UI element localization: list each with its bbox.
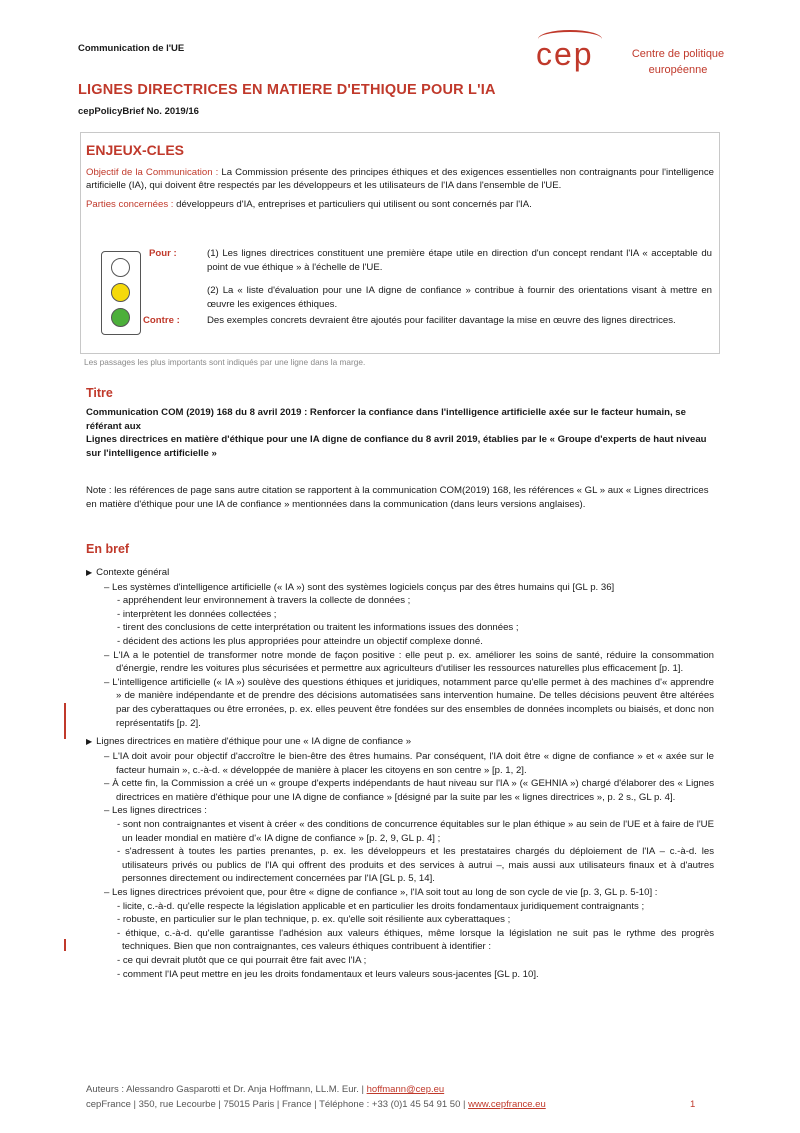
list-subitem: - décident des actions les plus appropriées pour atteindre un objectif complexe donné.	[117, 636, 483, 648]
page-number: 1	[690, 1099, 696, 1110]
en-bref-body	[86, 566, 714, 981]
guidelines-heading-text: Lignes directrices en matière d'éthique pour une « IA digne de confiance »	[96, 736, 412, 748]
header-label: Communication de l'UE	[78, 43, 185, 54]
list-subitem: - s'adressent à toutes les parties prenantes, p. ex. les développeurs et les prestataires chargés du déploiement de l'IA – c.-à-d. les utilisateurs privés ou publics de l'IA qui offrent des produits et des services à autrui –, mais aussi aux utilisateurs finaux et à d'autres personnes directement ou indirectement concernées par l'IA [GL p. 5, 14].	[117, 846, 714, 885]
logo-text: cep	[536, 36, 594, 72]
importance-margin-bar	[64, 703, 66, 739]
contre-label: Contre :	[143, 315, 180, 326]
parties-text: développeurs d'IA, entreprises et particuliers qui utilisent ou sont concernés par l'IA.	[173, 199, 532, 211]
footer-address	[86, 1098, 546, 1111]
list-subitem: - robuste, en particulier sur le plan technique, p. ex. qu'elle soit résiliente aux cyberattaques ;	[117, 914, 511, 926]
triangle-bullet-icon: ▶	[86, 737, 93, 747]
list-subitem: - sont non contraignantes et visent à créer « des conditions de concurrence équitables sur le plan éthique » au sein de l'UE et à faire de l'UE un leader mondial en matière d'« IA digne de confiance » [p. 2, 9, GL p. 4] ;	[117, 818, 714, 844]
guidelines-heading	[86, 735, 714, 749]
logo-org-line1: Centre de politique	[631, 48, 725, 60]
titre-body	[86, 406, 712, 460]
pour-label: Pour :	[149, 248, 177, 259]
triangle-bullet-icon: ▶	[86, 568, 93, 577]
list-item: – Les lignes directrices prévoient que, pour être « digne de confiance », l'IA soit tout au long de son cycle de vie [p. 3, GL p. 5-10] :	[104, 887, 658, 899]
traffic-light-green-lamp	[111, 308, 130, 327]
traffic-light-white-lamp	[111, 258, 130, 277]
objectif-paragraph	[86, 166, 714, 193]
footer-authors	[86, 1083, 444, 1096]
context-heading	[86, 566, 714, 580]
section-heading-en-bref: En bref	[86, 542, 130, 556]
titre-line-1: Communication COM (2019) 168 du 8 avril 2019 : Renforcer la confiance dans l'intelligence artificielle axée sur le facteur humain, se référant aux	[86, 407, 686, 432]
logo-org-name	[624, 47, 732, 79]
list-subitem: - licite, c.-à-d. qu'elle respecte la législation applicable et en particulier les droits fondamentaux juridiquement contraignants ;	[117, 900, 645, 912]
footer-authors-text: Auteurs : Alessandro Gasparotti et Dr. Anja Hoffmann, LL.M. Eur. |	[86, 1084, 367, 1095]
list-subitem: - ce qui devrait plutôt que ce qui pourrait être fait avec l'IA ;	[117, 955, 367, 967]
pour-point-2: (2) La « liste d'évaluation pour une IA digne de confiance » contribue à fournir des orientations visant à mettre en œuvre les exigences éthiques.	[207, 285, 712, 310]
list-item: – À cette fin, la Commission a créé un « groupe d'experts indépendants de haut niveau sur l'IA » (« GEHNIA ») chargé d'élaborer des « Lignes directrices en matière d'éthique pour une IA digne de confiance » [désigné par la suite par les « lignes directrices », p. 2 s., GL p. 4].	[104, 778, 714, 803]
parties-label: Parties concernées :	[86, 199, 174, 211]
objectif-label: Objectif de la Communication :	[86, 166, 219, 178]
logo-org-line2: européenne	[648, 63, 708, 76]
document-id: cepPolicyBrief No. 2019/16	[78, 106, 199, 117]
list-item: – Les systèmes d'intelligence artificielle (« IA ») sont des systèmes logiciels conçus par des êtres humains qui [GL p. 36]	[104, 581, 615, 593]
list-subitem: - interprètent les données collectées ;	[117, 608, 277, 620]
contre-point-1: Des exemples concrets devraient être ajoutés pour faciliter davantage la mise en œuvre des lignes directrices.	[207, 315, 676, 326]
footer-address-text: cepFrance | 350, rue Lecourbe | 75015 Paris | France | Téléphone : +33 (0)1 45 54 91 50 |	[86, 1099, 469, 1110]
key-issues-box	[80, 132, 720, 354]
context-heading-text: Contexte général	[96, 567, 170, 578]
list-subitem: - éthique, c.-à-d. qu'elle garantisse l'adhésion aux valeurs éthiques, même lorsque la législation ne suit pas le rythme des progrès techniques. Bien que non contraignantes, ces valeurs éthiques contribuent à identifier :	[117, 927, 714, 953]
key-issues-heading: ENJEUX-CLES	[86, 142, 185, 158]
importance-margin-bar	[64, 939, 66, 951]
parties-paragraph	[86, 198, 714, 212]
titre-line-2: Lignes directrices en matière d'éthique pour une IA digne de confiance du 8 avril 2019, établies par le « Groupe d'experts de haut niveau sur l'intelligence artificielle »	[86, 434, 707, 459]
margin-note: Les passages les plus importants sont indiqués par une ligne dans la marge.	[84, 357, 366, 367]
list-item: – L'IA doit avoir pour objectif d'accroître le bien-être des êtres humains. Par conséquent, l'IA doit être « digne de confiance » et « axée sur le facteur humain », c.-à-d. « développée de manière à placer les citoyens en son centre » [p. 1, 2].	[104, 750, 714, 776]
document-title: LIGNES DIRECTRICES EN MATIERE D'ETHIQUE POUR L'IA	[78, 82, 496, 98]
list-subitem: - comment l'IA peut mettre en jeu les droits fondamentaux et leurs valeurs sous-jacentes [GL p. 10].	[117, 968, 539, 980]
list-subitem: - tirent des conclusions de cette interprétation ou traitent les informations issues des données ;	[117, 622, 519, 634]
traffic-light-yellow-lamp	[111, 283, 130, 302]
traffic-light-icon	[101, 251, 141, 335]
list-item: – Les lignes directrices :	[104, 805, 207, 817]
author-email-link[interactable]: hoffmann@cep.eu	[366, 1084, 445, 1095]
objectif-text: La Commission présente des principes éthiques et des exigences essentielles non contraignants pour l'intelligence artificielle (IA), qui doivent être respectés par les développeurs et les utilisateurs de l'IA dans l'ensemble de l'UE.	[86, 166, 714, 192]
list-item: – L'IA a le potentiel de transformer notre monde de façon positive : elle peut p. ex. améliorer les soins de santé, réduire la consommation d'énergie, rendre les voitures plus sécurisées et permettre aux agriculteurs d'utiliser les ressources naturelles plus efficacement [p. 1].	[104, 649, 714, 675]
website-link[interactable]: www.cepfrance.eu	[468, 1099, 546, 1110]
section-heading-titre: Titre	[86, 386, 113, 400]
cep-logo	[536, 38, 736, 88]
list-subitem: - appréhendent leur environnement à travers la collecte de données ;	[117, 595, 411, 607]
list-item: – L'intelligence artificielle (« IA ») soulève des questions éthiques et juridiques, notamment parce qu'elle permet à des machines d'« apprendre » de manière indépendante et de prendre des décisions automatisées sans intervention humaine. De telles décisions peuvent être altérées par des cyberattaques ou être erronées, p. ex. elles peuvent être fondées sur des ensembles de données incomplets ou biaisés, et donc non représentatifs [p. 2].	[104, 676, 714, 729]
reference-note: Note : les références de page sans autre citation se rapportent à la communication COM(2019) 168, les références « GL » aux « Lignes directrices en matière d'éthique pour une IA de confiance » mentionnées dans la communication (dans leurs versions anglaises).	[86, 485, 709, 510]
pour-point-1: (1) Les lignes directrices constituent une première étape utile en direction d'un concept rendant l'IA « acceptable du point de vue éthique » à l'échelle de l'UE.	[207, 248, 712, 273]
